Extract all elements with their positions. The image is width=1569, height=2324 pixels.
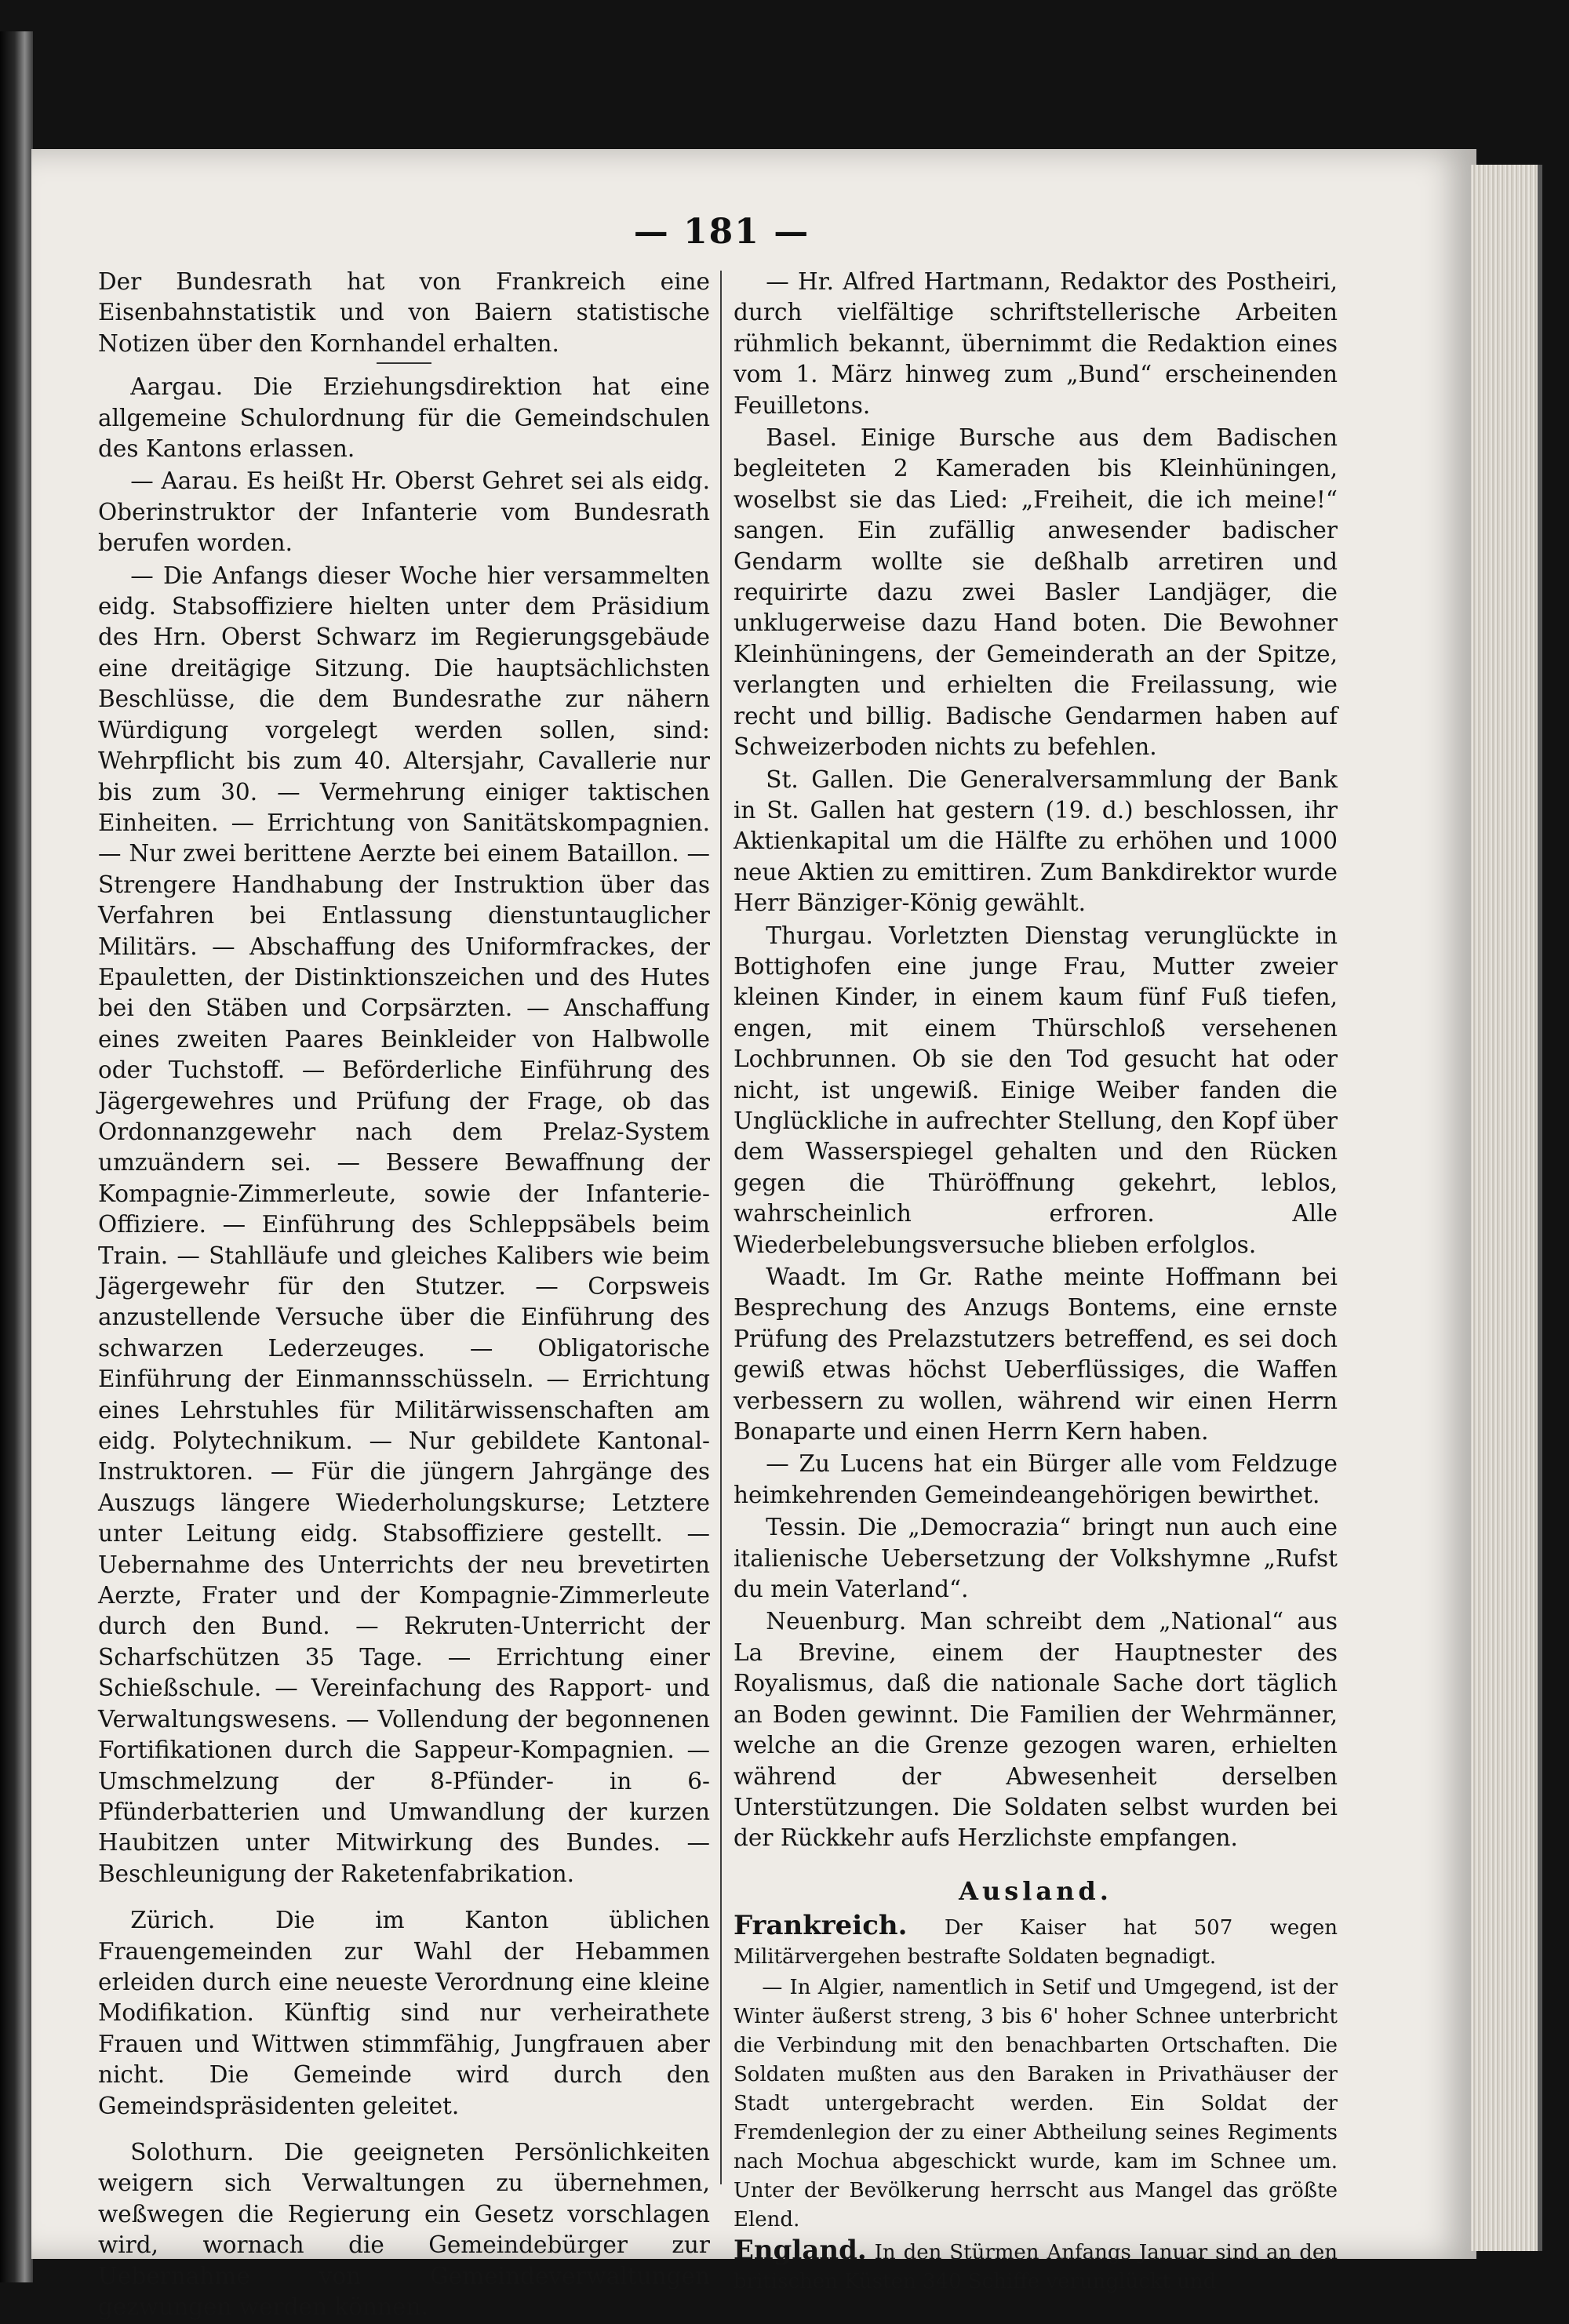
article-frankreich [734, 1911, 1338, 1972]
right-column [734, 267, 1338, 2298]
article-bundesrath: Der Bundesrath hat von Frankreich eine Eisenbahnstatistik und von Baiern statistische Notizen über den Kornhandel erhalten. [98, 268, 710, 357]
article-england [734, 2236, 1338, 2297]
article-basel: Basel. Einige Bursche aus dem Badischen begleiteten 2 Kameraden bis Kleinhüningen, woselbst sie das Lied: „Freiheit, die ich meine!“ sangen. Ein zufällig anwesender badischer Gendarm wollte sie deßhalb arretiren und requirirte dazu zwei Basler Landjäger, die unklugerweise dazu Hand boten. Die Bewohner Kleinhüningens, der Gemeinderath an der Spitze, verlangten und erhielten die Freilassung, wie recht und billig. Badische Gendarmen haben auf Schweizerboden nichts zu befehlen. [734, 424, 1338, 761]
article-zuerich: Zürich. Die im Kanton üblichen Frauengemeinden zur Wahl der Hebammen erleiden durch eine neueste Verordnung eine kleine Modifikation. Künftig sind nur verheirathete Frauen und Wittwen stimmfähig, Jungfrauen aber nicht. Die Gemeinde wird durch den Gemeindspräsidenten geleitet. [98, 1907, 710, 2119]
book-spine [0, 31, 33, 2282]
england-text: In den Stürmen Anfangs Januar sind an den britischen Küsten 340 Schiffe verunglückt und [734, 2241, 1338, 2294]
short-rule [377, 362, 431, 364]
article-tessin: Tessin. Die „Democrazia“ bringt nun auch eine italienische Uebersetzung der Volkshymne „Rufst du mein Vaterland“. [734, 1514, 1338, 1603]
article-hartmann: — Hr. Alfred Hartmann, Redaktor des Postheiri, durch vielfältige schriftstellerische Arbeiten rühmlich bekannt, übernimmt die Redaktion eines vom 1. März hinweg zum „Bund“ erscheinenden Feuilletons. [734, 268, 1338, 419]
article-st-gallen: St. Gallen. Die Generalversammlung der Bank in St. Gallen hat gestern (19. d.) beschlossen, ihr Aktienkapital um die Hälfte zu erhöhen und 1000 neue Aktien zu emittiren. Zum Bankdirektor wurde Herr Bänziger-König gewählt. [734, 766, 1338, 917]
spacer [98, 1891, 710, 1905]
article-algier: — In Algier, namentlich in Setif und Umgegend, ist der Winter äußerst streng, 3 bis 6' hoher Schnee unterbricht die Verbindung mit den benachbarten Ortschaften. Die Soldaten mußten aus den Baraken in Privathäuser der Stadt untergebracht werden. Ein Soldat der Fremdenlegion der zu einer Abtheilung seines Regiments nach Mochua abgeschickt wurde, kam im Schnee um. Unter der Bevölkerung herrscht aus Mangel das größte Elend. [734, 1976, 1338, 2232]
section-heading-ausland: Ausland. [959, 1875, 1112, 1906]
article-solothurn: Solothurn. Die geeigneten Persönlichkeiten weigern sich Verwaltungen zu übernehmen, weßwegen die Regierung ein Gesetz vorschlagen wird, wornach die Gemeindebürger zur Uebernahme von Gemeindeverwaltungen gezwungen werden können. [98, 2138, 710, 2320]
article-waadt: Waadt. Im Gr. Rathe meinte Hoffmann bei Besprechung des Anzugs Bontems, eine ernste Prüfung des Prelazstutzers betreffend, es sei doch gewiß etwas höchst Ueberflüssiges, die Waffen verbessern zu wollen, während wir einen Herrn Bonaparte und einen Herrn Kern haben. [734, 1264, 1338, 1446]
page-number: — 181 — [633, 212, 810, 252]
article-neuenburg: Neuenburg. Man schreibt dem „National“ aus La Brevine, einem der Hauptnester des Royalismus, daß die nationale Sache dort täglich an Boden gewinnt. Die Familien der Wehrmänner, welche an die Grenze gezogen waren, erhielten während der Abwesenheit derselben Unterstützungen. Die Soldaten selbst wurden bei der Rückkehr aufs Herzlichste empfangen. [734, 1608, 1338, 1852]
article-lucens: — Zu Lucens hat ein Bürger alle vom Feldzuge heimkehrenden Gemeindeangehörigen bewirthet. [734, 1450, 1338, 1508]
left-column [98, 267, 710, 2324]
frankreich-text: Der Kaiser hat 507 wegen Militärvergehen bestrafte Soldaten begnadigt. [734, 1916, 1338, 1969]
article-aarau: — Aarau. Es heißt Hr. Oberst Gehret sei als eidg. Oberinstruktor der Infanterie vom Bundesrath berufen worden. [98, 467, 710, 557]
country-label-england: England. [734, 2235, 867, 2267]
article-stabsoffiziere: — Die Anfangs dieser Woche hier versammelten eidg. Stabsoffiziere hielten unter dem Präsidium des Hrn. Oberst Schwarz im Regierungsgebäude eine dreitägige Sitzung. Die hauptsächlichsten Beschlüsse, die dem Bundesrathe zur nähern Würdigung vorgelegt werden sollen, sind: Wehrpflicht bis zum 40. Altersjahr, Cavallerie nur bis zum 30. — Vermehrung einiger taktischen Einheiten. — Errichtung von Sanitätskompagnien. — Nur zwei berittene Aerzte bei einem Bataillon. — Strengere Handhabung der Instruktion über das Verfahren bei Entlassung dienstuntauglicher Militärs. — Abschaffung des Uniformfrackes, der Epauletten, der Distinktionszeichen und des Hutes bei den Stäben und Corpsärzten. — Anschaffung eines zweiten Paares Beinkleider von Halbwolle oder Tuchstoff. — Beförderliche Einführung des Jägergewehres und Prüfung der Frage, ob das Ordonnanzgewehr nach dem Prelaz-System umzuändern sei. — Bessere Bewaffnung der Kompagnie-Zimmerleute, sowie der Infanterie-Offiziere. — Einführung des Schleppsäbels beim Train. — Stahlläufe und gleiches Kalibers wie beim Jägergewehr für den Stutzer. — Corpsweis anzustellende Versuche über die Einführung des schwarzen Lederzeuges. — Obligatorische Einführung der Einmannsschüsseln. — Errichtung eines Lehrstuhles für Militärwissenschaften am eidg. Polytechnikum. — Nur gebildete Kantonal-Instruktoren. — Für die jüngern Jahrgänge des Auszugs längere Wiederholungskurse; Letztere unter Leitung eidg. Stabsoffiziere gestellt. — Uebernahme des Unterrichts der neu brevetirten Aerzte, Frater und der Kompagnie-Zimmerleute durch den Bund. — Rekruten-Unterricht der Scharfschützen 35 Tage. — Errichtung einer Schießschule. — Vereinfachung des Rapport- und Verwaltungswesens. — Vollendung der begonnenen Fortifikationen durch die Sappeur-Kompagnien. — Umschmelzung der 8-Pfünder- in 6-Pfünderbatterien und Umwandlung der kurzen Haubitzen unter Mitwirkung des Bundes. — Beschleunigung der Raketenfabrikation. [98, 562, 710, 1887]
spacer [98, 2123, 710, 2137]
column-divider [720, 271, 722, 2184]
article-aargau: Aargau. Die Erziehungsdirektion hat eine allgemeine Schulordnung für die Gemeindschulen des Kantons erlassen. [98, 373, 710, 463]
article-thurgau: Thurgau. Vorletzten Dienstag verunglückte in Bottighofen eine junge Frau, Mutter zweier kleinen Kinder, in einem kaum fünf Fuß tiefen, engen, mit einem Thürschloß versehenen Lochbrunnen. Ob sie den Tod gesucht hat oder nicht, ist ungewiß. Einige Weiber fanden die Unglückliche in aufrechter Stellung, den Kopf über dem Wasserspiegel gehalten und den Rücken gegen die Thüröffnung gekehrt, leblos, wahrscheinlich erfroren. Alle Wiederbelebungsversuche blieben erfolglos. [734, 922, 1338, 1258]
country-label-frankreich: Frankreich. [734, 1910, 908, 1942]
page-edge-stack [1471, 165, 1542, 2251]
